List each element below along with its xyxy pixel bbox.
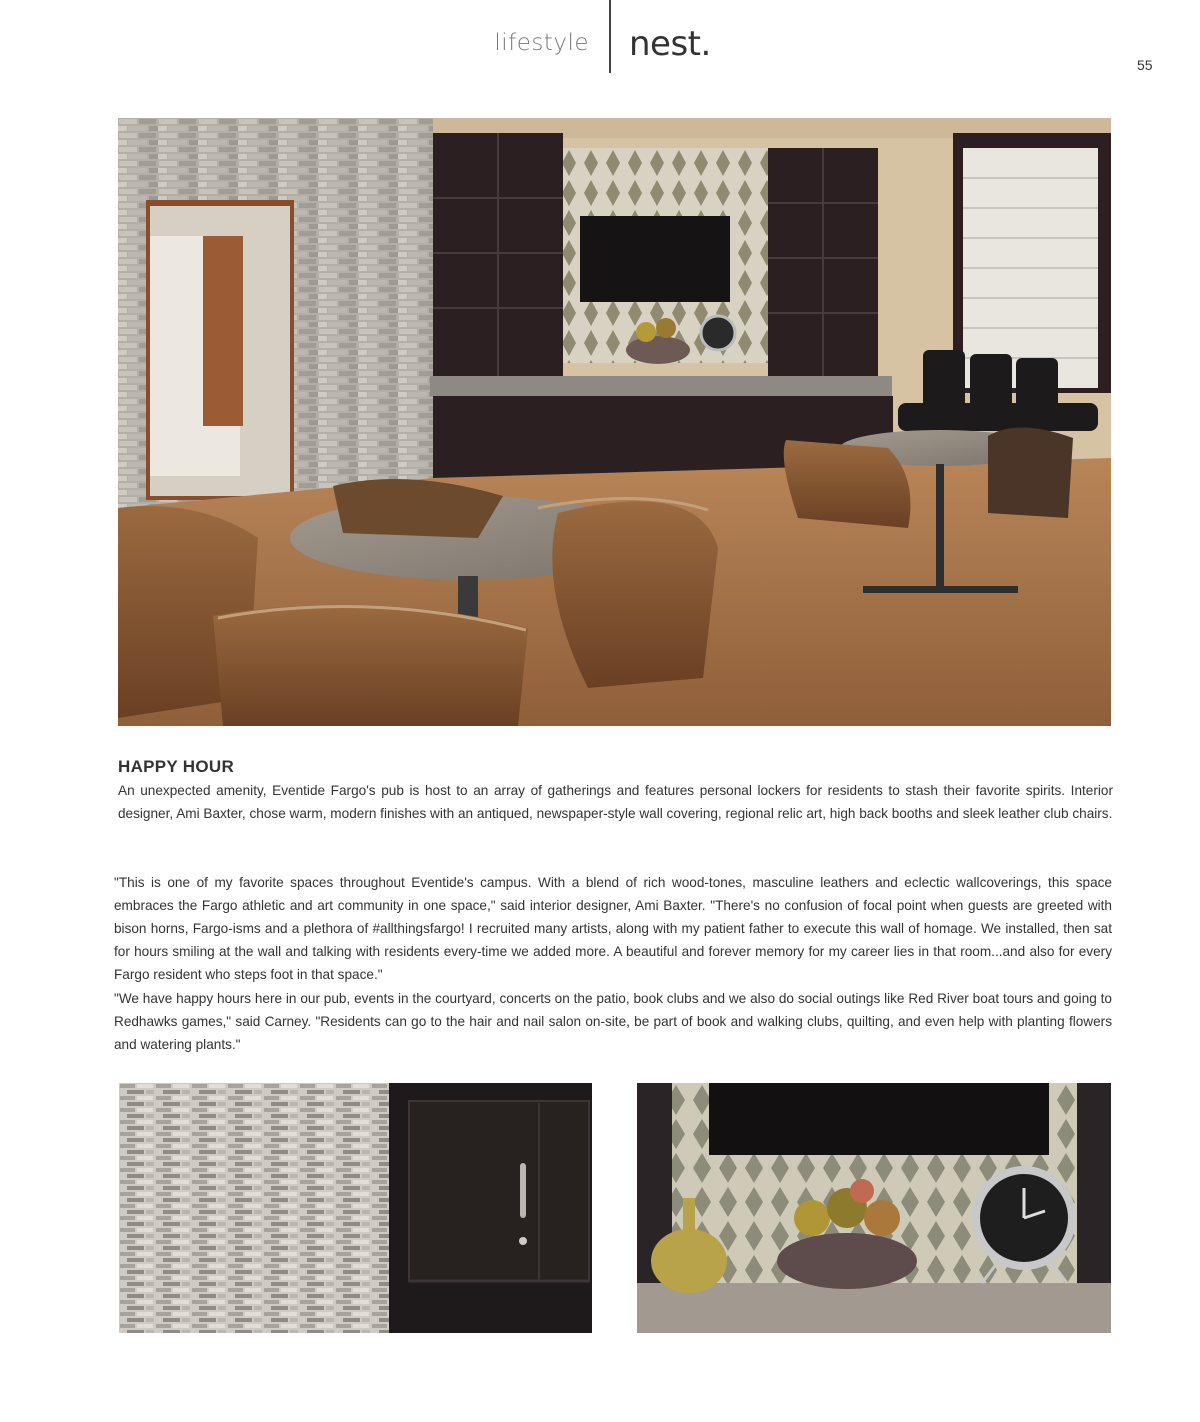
- pub-interior-illustration: [118, 118, 1111, 726]
- paragraph-intro: An unexpected amenity, Eventide Fargo's pub is host to an array of gatherings and features personal lockers for residents to stash their favorite spirits. Interior designer, Ami Baxter, chose warm, modern finishes with an antiqued, newspaper-style wall covering, regional relic art, high back booths and sleek leather club chairs.: [118, 783, 1113, 821]
- section-label: lifestyle: [494, 30, 589, 56]
- article-title: HAPPY HOUR: [118, 757, 235, 776]
- newspaper-wallcovering-photo: [119, 1083, 592, 1333]
- masthead-divider: [609, 0, 611, 73]
- masthead: [0, 0, 1200, 80]
- clock-and-decor-photo: [637, 1083, 1111, 1333]
- paragraph-quote-carney: "We have happy hours here in our pub, events in the courtyard, concerts on the patio, book clubs and we also do social outings like Red River boat tours and going to Redhawks games," said Carney. "Residents can go to the hair and nail salon on-site, be part of book and walking clubs, quilting, and even help with planting flowers and watering plants.": [114, 991, 1112, 1052]
- pub-interior-photo: [118, 118, 1111, 726]
- brand-name: nest.: [629, 24, 711, 64]
- page-number: 55: [1137, 57, 1153, 73]
- clock-decor-illustration: [637, 1083, 1111, 1333]
- newspaper-wall-illustration: [119, 1083, 592, 1333]
- paragraph-quote-designer: "This is one of my favorite spaces throughout Eventide's campus. With a blend of rich wood-tones, masculine leathers and eclectic wallcoverings, this space embraces the Fargo athletic and art community in one space," said interior designer, Ami Baxter. "There's no confusion of focal point when guests are greeted with bison horns, Fargo-isms and a plethora of #allthingsfargo! I recruited many artists, along with my patient father to execute this wall of homage. We installed, then sat for hours smiling at the wall and talking with residents every-time we added more. A beautiful and forever memory for my career lies in that room...and also for every Fargo resident who steps foot in that space.": [114, 875, 1112, 982]
- brand-logo: [629, 24, 711, 64]
